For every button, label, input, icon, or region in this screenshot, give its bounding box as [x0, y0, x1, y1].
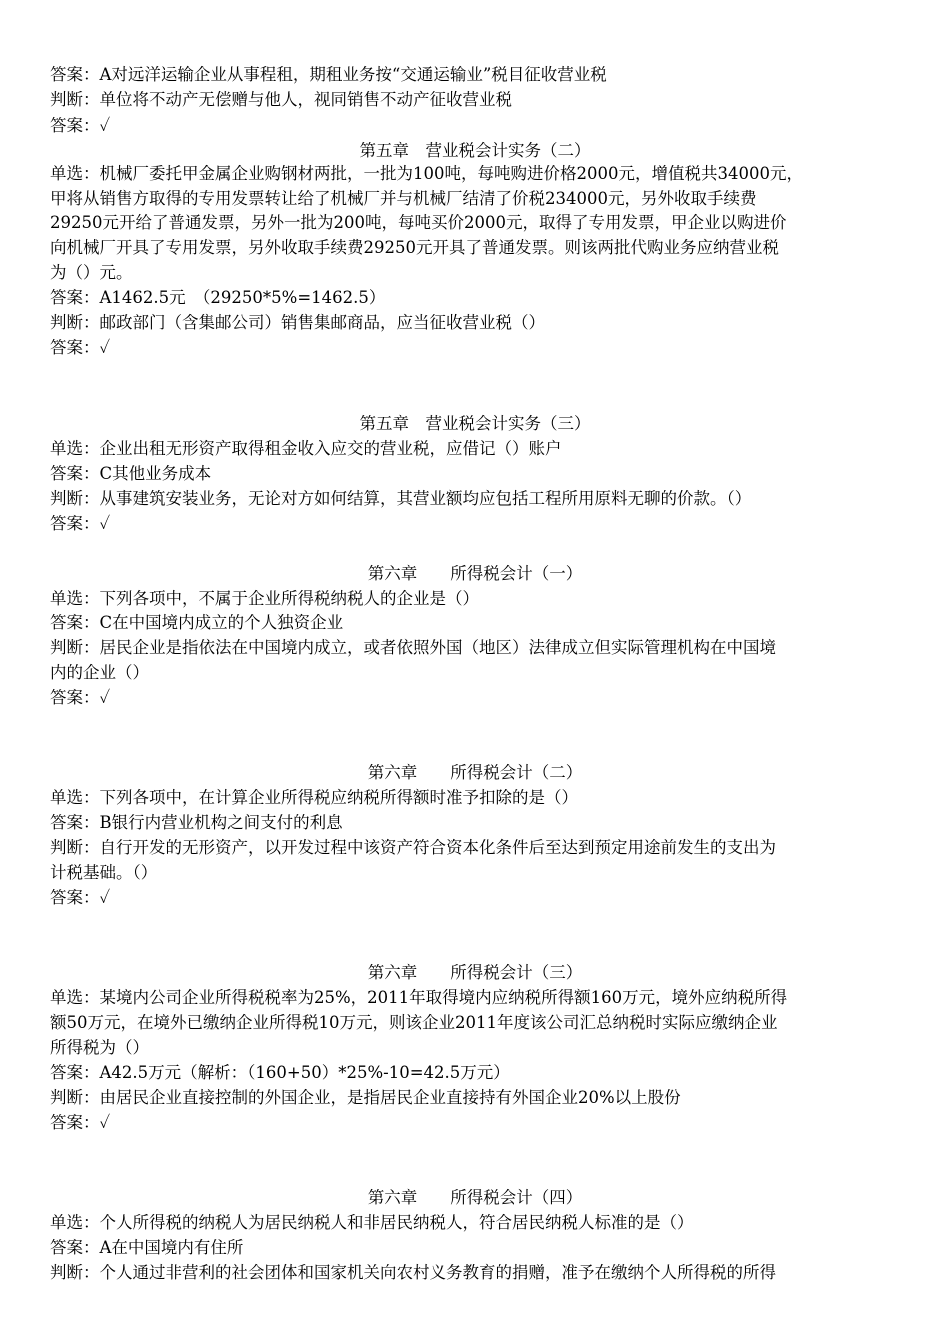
text-line: 29250元开给了普通发票，另外一批为200吨，每吨买价2000元，取得了专用发票，甲企业以购进价 [50, 213, 787, 232]
text-line: 向机械厂开具了专用发票，另外收取手续费29250元开具了普通发票。则该两批代购业务应纳营业税 [50, 238, 779, 257]
text-line: 单选：机械厂委托甲金属企业购钢材两批，一批为100吨，每吨购进价格2000元，增值税共34000元， [50, 164, 803, 183]
text-line: 判断：自行开发的无形资产，以开发过程中该资产符合资本化条件后至达到预定用途前发生的支出为 [50, 838, 776, 857]
text-line: 单选：下列各项中，不属于企业所得税纳税人的企业是（） [50, 589, 479, 608]
text-line: 答案：A42.5万元（解析：（160+50）*25%-10=42.5万元） [50, 1063, 510, 1082]
text-line: 所得税为（） [50, 1038, 149, 1057]
text-line: 判断：邮政部门（含集邮公司）销售集邮商品，应当征收营业税（） [50, 313, 545, 332]
text-line: 甲将从销售方取得的专用发票转让给了机械厂并与机械厂结清了价税234000元，另外收取手续费 [50, 189, 757, 208]
text-line: 答案：A在中国境内有住所 [50, 1238, 244, 1257]
text-line: 答案：✓ [50, 514, 111, 533]
text-line: 判断：由居民企业直接控制的外国企业，是指居民企业直接持有外国企业20%以上股份 [50, 1088, 681, 1107]
chapter-heading: 第五章 营业税会计实务（二） [359, 141, 591, 160]
text-line: 判断：个人通过非营利的社会团体和国家机关向农村义务教育的捐赠，准予在缴纳个人所得税的所得 [50, 1263, 776, 1282]
text-line: 判断：单位将不动产无偿赠与他人，视同销售不动产征收营业税 [50, 90, 512, 109]
text-line: 答案：✓ [50, 116, 111, 135]
chapter-heading: 第六章 所得税会计（三） [367, 963, 583, 982]
text-line: 答案：✓ [50, 338, 111, 357]
text-line: 判断：居民企业是指依法在中国境内成立，或者依照外国（地区）法律成立但实际管理机构在中国境 [50, 638, 776, 657]
text-line: 单选：某境内公司企业所得税税率为25%，2011年取得境内应纳税所得额160万元，境外应纳税所得 [50, 988, 788, 1007]
text-line: 内的企业（） [50, 663, 149, 682]
chapter-heading: 第五章 营业税会计实务（三） [359, 414, 591, 433]
text-line: 答案：C在中国境内成立的个人独资企业 [50, 613, 344, 632]
text-line: 答案：✓ [50, 688, 111, 707]
chapter-heading: 第六章 所得税会计（四） [367, 1188, 583, 1207]
text-line: 单选：下列各项中，在计算企业所得税应纳税所得额时准予扣除的是（） [50, 788, 578, 807]
text-line: 判断：从事建筑安装业务，无论对方如何结算，其营业额均应包括工程所用原料无聊的价款。（） [50, 489, 752, 508]
text-line: 单选：企业出租无形资产取得租金收入应交的营业税，应借记（）账户 [50, 439, 562, 458]
text-line: 答案：B银行内营业机构之间支付的利息 [50, 813, 343, 832]
text-line: 额50万元，在境外已缴纳企业所得税10万元，则该企业2011年度该公司汇总纳税时实际应缴纳企业 [50, 1013, 778, 1032]
text-line: 答案：A对远洋运输企业从事程租，期租业务按“交通运输业”税目征收营业税 [50, 65, 607, 84]
text-line: 答案：✓ [50, 1113, 111, 1132]
chapter-heading: 第六章 所得税会计（二） [367, 763, 583, 782]
text-line: 答案：C其他业务成本 [50, 464, 212, 483]
text-line: 单选：个人所得税的纳税人为居民纳税人和非居民纳税人，符合居民纳税人标准的是（） [50, 1213, 694, 1232]
text-line: 计税基础。（） [50, 863, 158, 882]
text-line: 为（）元。 [50, 263, 133, 282]
chapter-heading: 第六章 所得税会计（一） [367, 564, 583, 583]
text-line: 答案：✓ [50, 888, 111, 907]
text-line: 答案：A1462.5元 （29250*5%=1462.5） [50, 288, 386, 307]
